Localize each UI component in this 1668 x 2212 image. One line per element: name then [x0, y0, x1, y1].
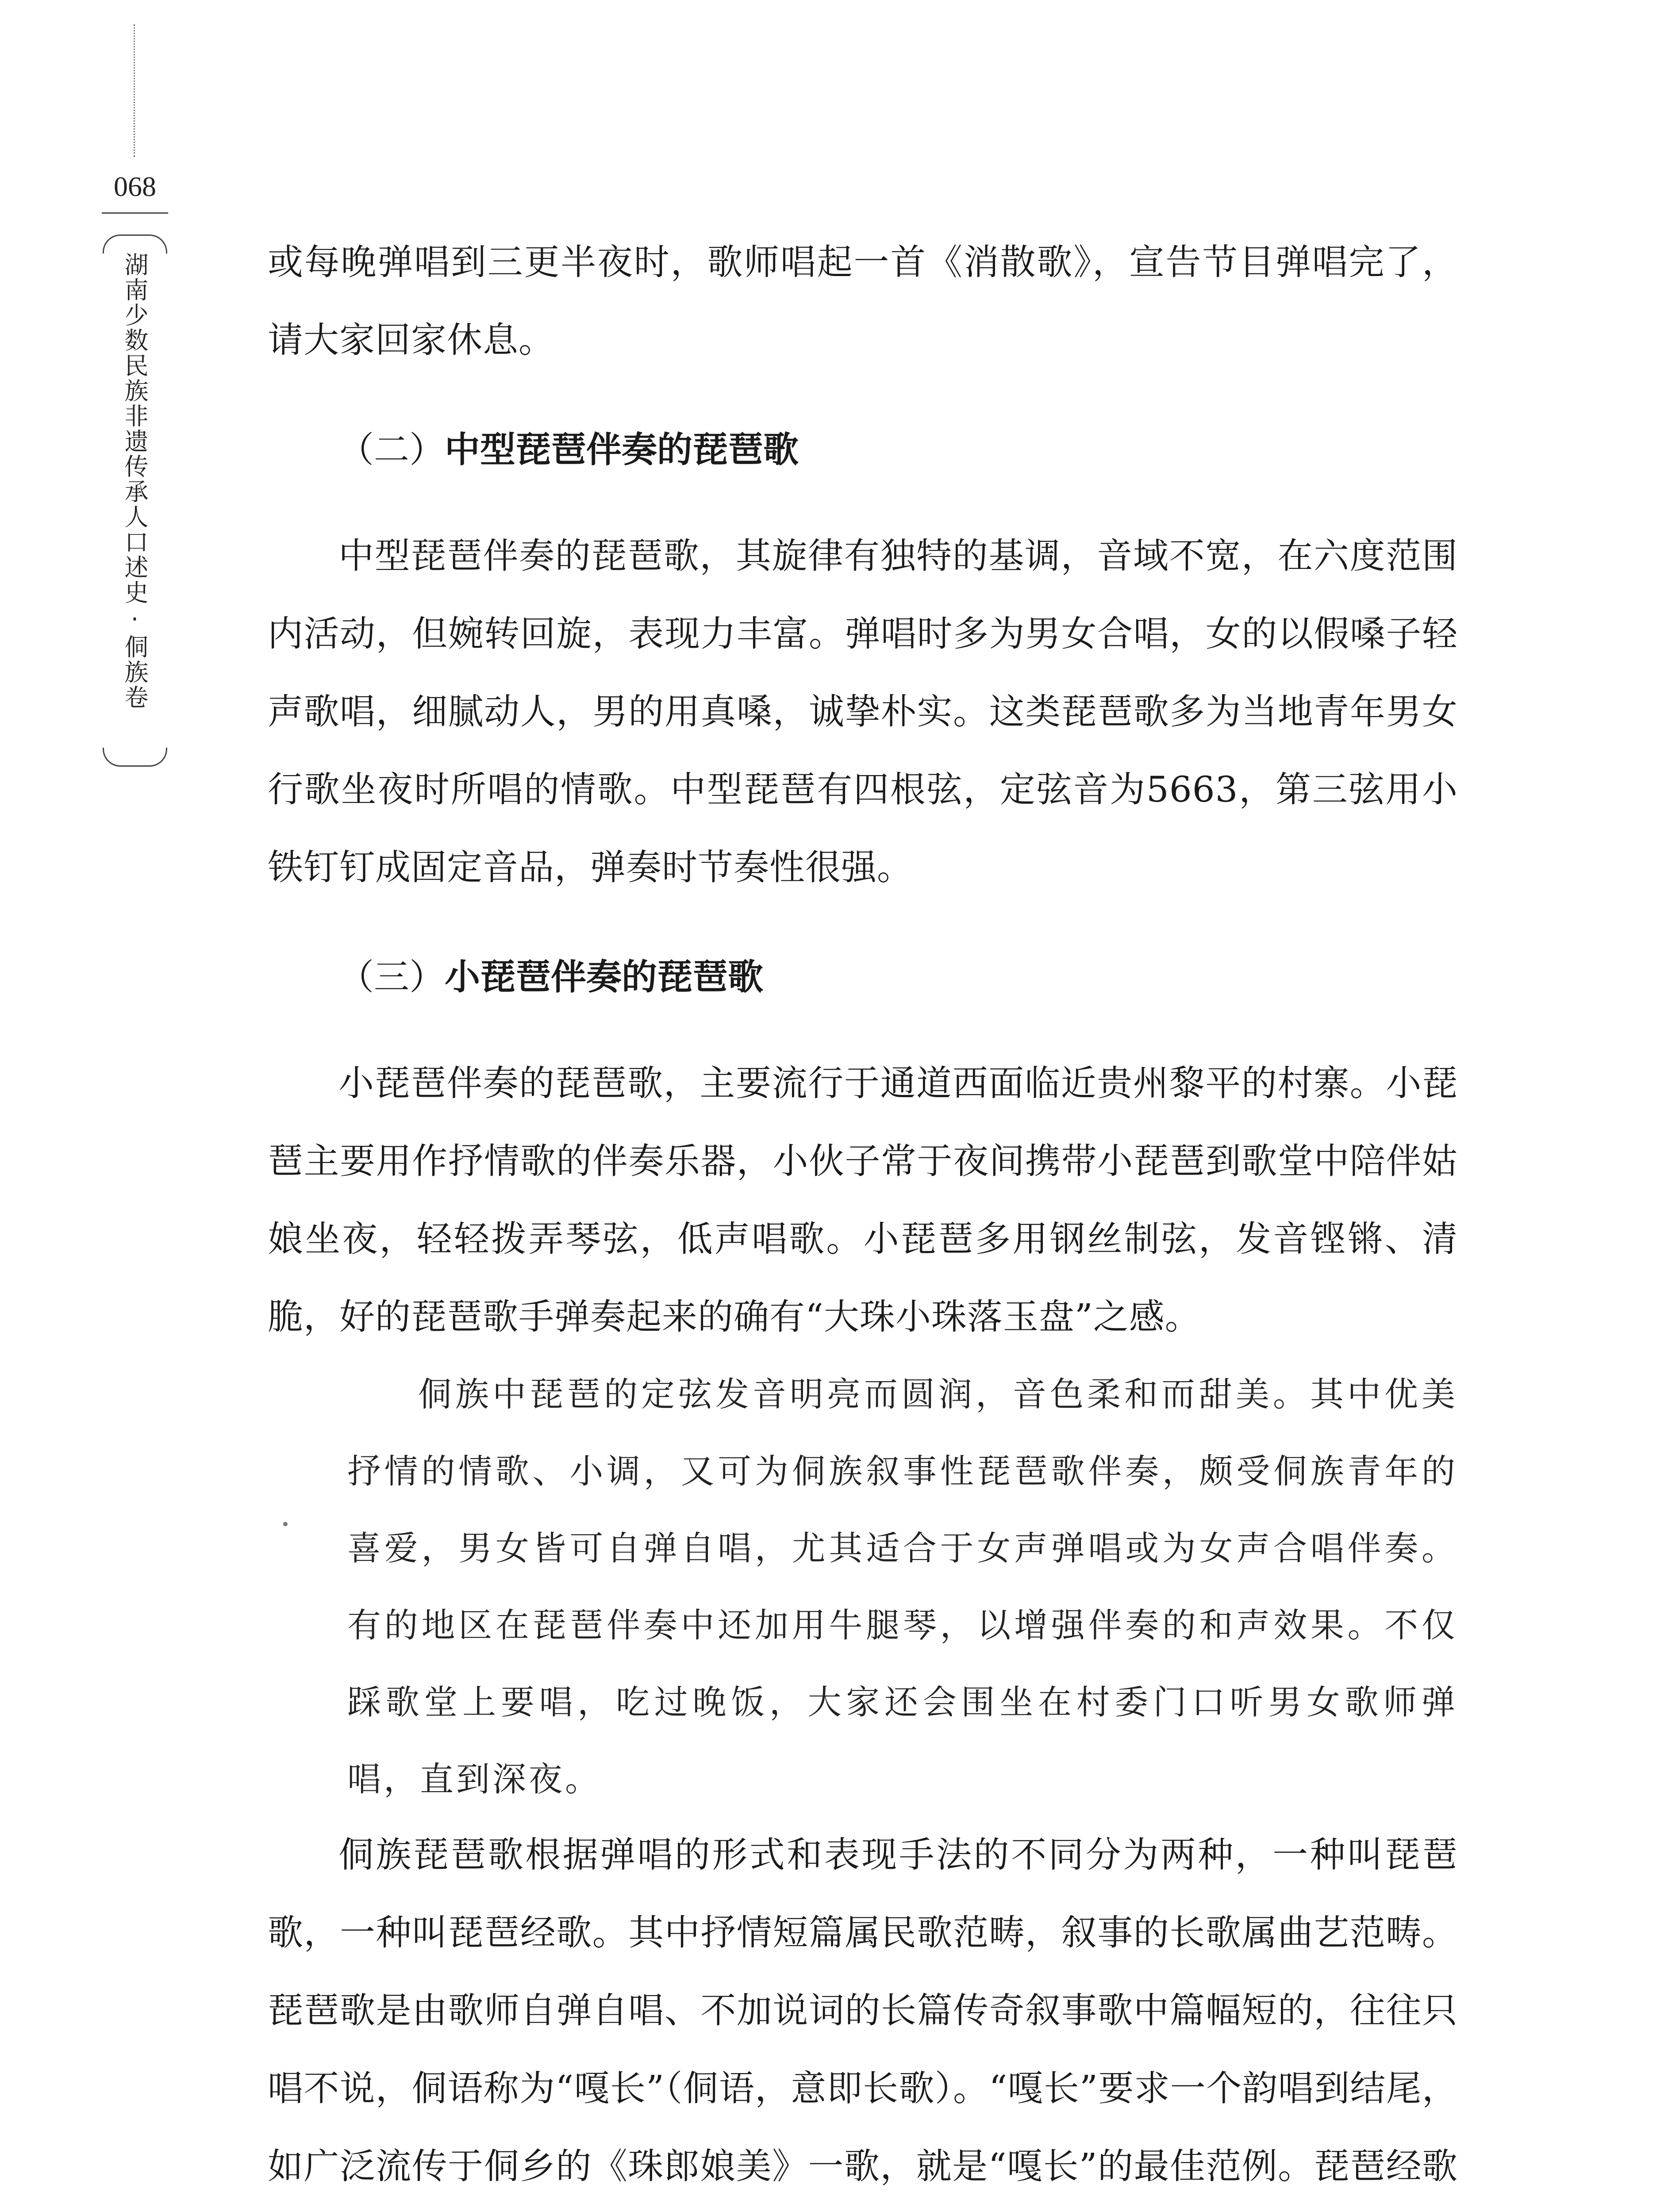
section-heading-2 — [268, 428, 1458, 472]
section-heading-3-text: 小琵琶伴奏的琵琶歌 — [445, 956, 763, 998]
page-body — [268, 223, 1458, 2212]
paragraph-pipa-song-types: 侗族琵琶歌根据弹唱的形式和表现手法的不同分为两种，一种叫琵琶歌，一种叫琵琶经歌。其中抒情短篇属民歌范畴，叙事的长歌属曲艺范畴。琵琶歌是由歌师自弹自唱、不加说词的长篇传奇叙事歌中篇幅短的，往往只唱不说，侗语称为“嘎长”（侗语，意即长歌）。“嘎长”要求一个韵唱到结尾，如广泛流传于侗乡的《珠郎娘美》一歌，就是“嘎长”的最佳范例。琵琶经歌 — [268, 1834, 1458, 2187]
margin-dotted-rule — [134, 24, 135, 157]
paragraph-small-pipa: 小琵琶伴奏的琵琶歌，主要流行于通道西面临近贵州黎平的村寨。小琵琶主要用作抒情歌的伴奏乐器，小伙子常于夜间携带小琵琶到歌堂中陪伴姑娘坐夜，轻轻拨弄琴弦，低声唱歌。小琵琶多用钢丝制弦，发音铿锵、清脆，好的琵琶歌手弹奏起来的确有“大珠小珠落玉盘”之感。 — [268, 1063, 1458, 1337]
series-bracket-bottom — [103, 748, 167, 767]
paragraph-medium-pipa: 中型琵琶伴奏的琵琶歌，其旋律有独特的基调，音域不宽，在六度范围内活动，但婉转回旋，表现力丰富。弹唱时多为男女合唱，女的以假嗓子轻声歌唱，细腻动人，男的用真嗓，诚挚朴实。这类琵琶歌多为当地青年男女行歌坐夜时所唱的情歌。中型琵琶有四根弦，定弦音为5663，第三弦用小铁钉钉成固定音品，弹奏时节奏性很强。 — [268, 535, 1458, 888]
section-heading-2-number: （二） — [338, 429, 445, 470]
block-quote: 侗族中琵琶的定弦发音明亮而圆润，音色柔和而甜美。其中优美抒情的情歌、小调，又可为侗族叙事性琵琶歌伴奏，颇受侗族青年的喜爱，男女皆可自弹自唱，尤其适合于女声弹唱或为女声合唱伴奏。有的地区在琵琶伴奏中还加用牛腿琴，以增强伴奏的和声效果。不仅踩歌堂上要唱，吃过晚饭，大家还会围坐在村委门口听男女歌师弹唱，直到深夜。 — [347, 1375, 1458, 1799]
page-number-underline — [102, 212, 168, 214]
paragraph-continued: 或每晚弹唱到三更半夜时，歌师唱起一首《消散歌》，宣告节目弹唱完了，请大家回家休息。 — [268, 242, 1458, 361]
page-number: 068 — [114, 171, 156, 202]
series-bracket-top — [103, 234, 167, 253]
section-heading-2-text: 中型琵琶伴奏的琵琶歌 — [445, 429, 799, 470]
section-heading-3-number: （三） — [338, 956, 445, 998]
series-title: 湖南少数民族非遗传承人口述史·侗族卷 — [121, 252, 149, 710]
section-heading-3 — [268, 955, 1458, 999]
